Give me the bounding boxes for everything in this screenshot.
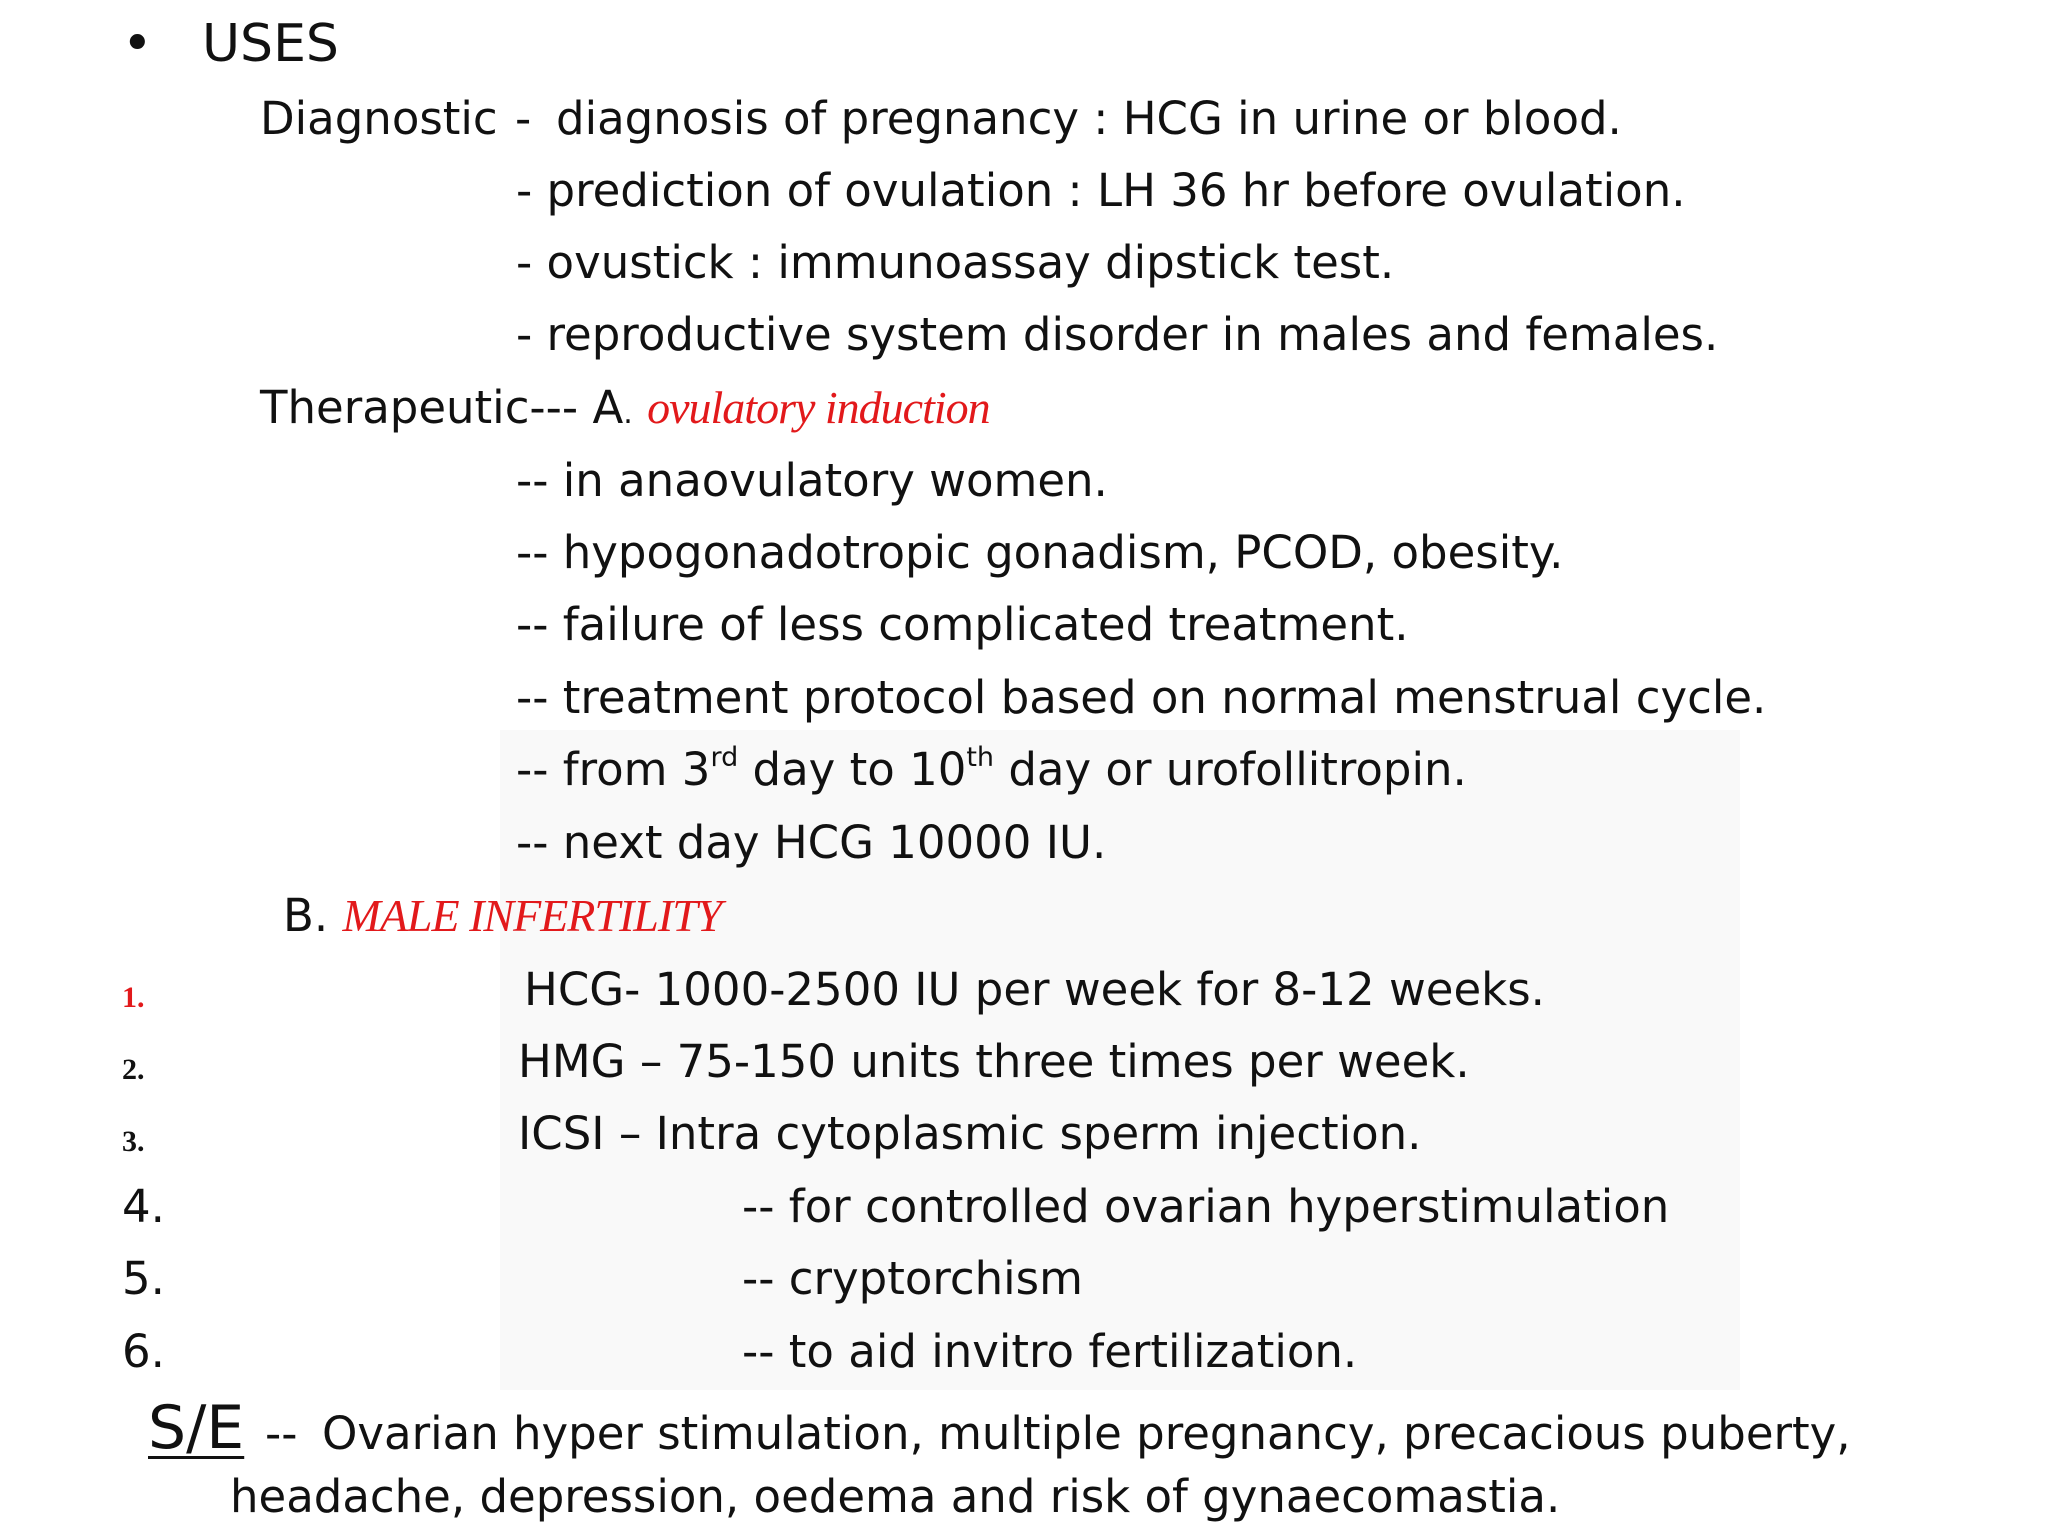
bullet-icon: •: [122, 14, 153, 74]
therapeutic-item: -- failure of less complicated treatment.: [516, 598, 1409, 651]
side-effects-line: headache, depression, oedema and risk of gynaecomastia.: [230, 1470, 1561, 1523]
list-item: -- to aid invitro fertilization.: [742, 1325, 1358, 1378]
list-item: -- cryptorchism: [742, 1252, 1083, 1305]
from-line-a: -- from 3: [516, 743, 711, 796]
list-number: 2.: [122, 1053, 145, 1086]
therapeutic-item-dosage: [516, 742, 1467, 796]
side-effects-separator: --: [265, 1407, 298, 1460]
list-number: 1.: [122, 981, 145, 1014]
diagnostic-item: diagnosis of pregnancy : HCG in urine or blood.: [556, 92, 1622, 145]
list-item: HMG – 75-150 units three times per week.: [518, 1035, 1470, 1088]
page-title: USES: [202, 14, 339, 74]
diagnostic-separator: -: [515, 92, 532, 145]
list-item: -- for controlled ovarian hyperstimulation: [742, 1180, 1670, 1233]
diagnostic-item: - prediction of ovulation : LH 36 hr before ovulation.: [516, 164, 1686, 217]
side-effects-line: Ovarian hyper stimulation, multiple pregnancy, precacious puberty,: [322, 1407, 1851, 1460]
from-line-b: day to 10: [738, 743, 967, 796]
from-line-sup2: th: [966, 742, 995, 774]
diagnostic-item: - reproductive system disorder in males and females.: [516, 308, 1719, 361]
section-b-title: MALE INFERTILITY: [342, 890, 722, 941]
therapeutic-item: -- treatment protocol based on normal menstrual cycle.: [516, 671, 1767, 724]
section-b-prefix: B.: [283, 889, 329, 942]
list-item: ICSI – Intra cytoplasmic sperm injection.: [518, 1107, 1422, 1160]
therapeutic-label-dot: .: [623, 396, 633, 431]
list-number: 3.: [122, 1125, 145, 1158]
therapeutic-item: -- hypogonadotropic gonadism, PCOD, obesity.: [516, 526, 1564, 579]
section-a-title: ovulatory induction: [647, 382, 990, 433]
list-number: 4.: [122, 1180, 165, 1233]
section-b-heading: [283, 889, 722, 942]
diagnostic-item: - ovustick : immunoassay dipstick test.: [516, 236, 1395, 289]
diagnostic-label: Diagnostic: [260, 92, 498, 145]
side-effects-label: S/E: [148, 1393, 245, 1463]
list-number: 6.: [122, 1325, 165, 1378]
therapeutic-item: -- next day HCG 10000 IU.: [516, 816, 1107, 869]
list-number: 5.: [122, 1252, 165, 1305]
therapeutic-label: [260, 381, 990, 434]
from-line-c: day or urofollitropin.: [994, 743, 1467, 796]
list-item: HCG- 1000-2500 IU per week for 8-12 weeks.: [524, 963, 1545, 1016]
therapeutic-item: -- in anaovulatory women.: [516, 454, 1108, 507]
from-line-sup1: rd: [710, 742, 739, 774]
therapeutic-label-text: Therapeutic--- A: [260, 381, 624, 434]
